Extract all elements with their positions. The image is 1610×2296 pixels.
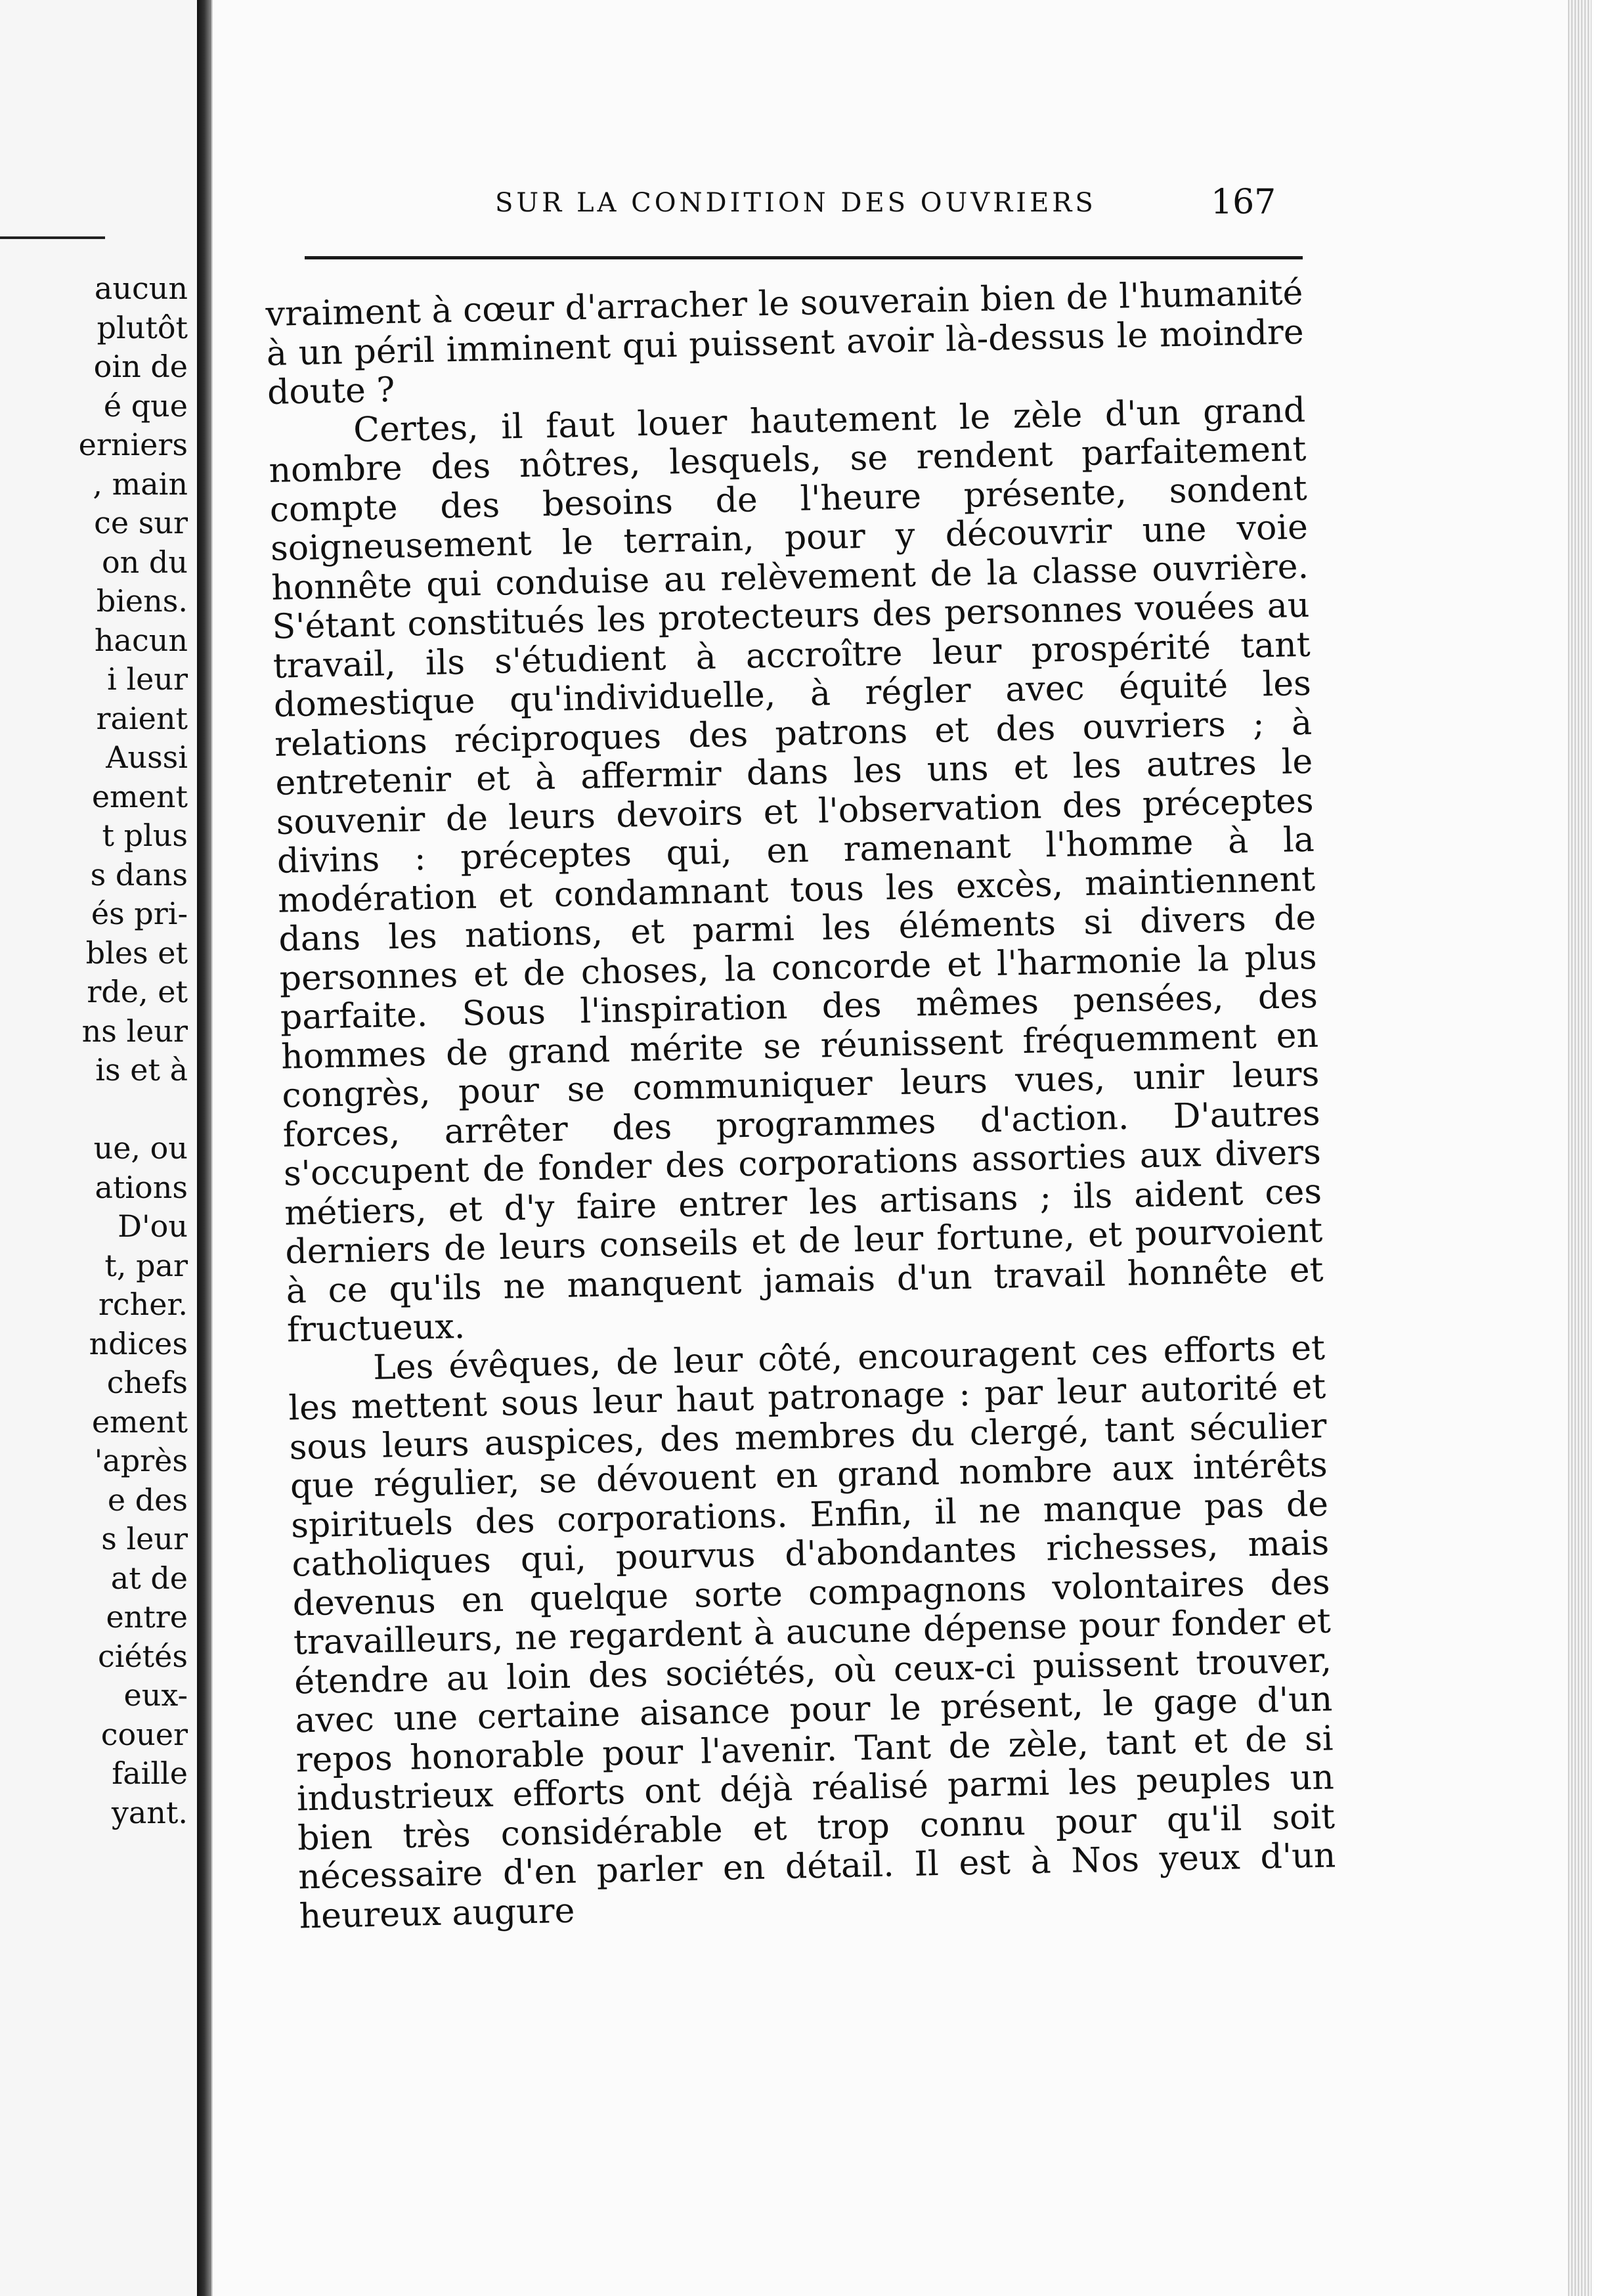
left-page-line: plutôt	[97, 309, 188, 345]
left-page-line: ement	[91, 778, 188, 814]
left-page-line: s dans	[90, 856, 188, 893]
left-page-line	[79, 1090, 188, 1130]
left-page-line: yant.	[111, 1794, 188, 1830]
left-page-line: on du	[101, 544, 188, 580]
left-page-line: rcher.	[98, 1287, 188, 1322]
left-page-fragment	[0, 0, 197, 2296]
paragraph: Les évêques, de leur côté, encouragent ces efforts et les mettent sous leur haut patronage : par leur autorité et sous leurs auspices, des membres du clergé, tant séculier que régulier, se dévouent en grand nombre aux intérêts spirituels des corporations. Enfin, il ne manque pas de catholiques qui, pourvus d'abondantes richesses, mais devenus en quelque sorte compagnons volontaires des travailleurs, ne regardent à aucune dépense pour fonder et étendre au loin des sociétés, où ceux-ci puissent trouver, avec une certaine aisance pour le présent, le gage d'un repos honorable pour l'avenir. Tant de zèle, tant et de si industrieux efforts ont déjà réalisé parmi les peuples un bien très considérable et trop connu pour qu'il soit nécessaire d'en parler en détail. Il est à Nos yeux d'un heureux augure	[288, 1328, 1336, 1936]
left-page-line: chefs	[106, 1365, 188, 1400]
paragraph-continued: vraiment à cœur d'arracher le souverain bien de l'humanité à un péril imminent qui puissent avoir là-dessus le moindre doute ?	[265, 273, 1305, 412]
left-page-line: és pri-	[91, 896, 188, 931]
left-page-line: bles et	[85, 935, 188, 971]
left-page-line: s leur	[101, 1521, 188, 1556]
paragraph: Certes, il faut louer hautement le zèle d'un grand nombre des nôtres, lesquels, se rendent parfaitement compte des besoins de l'heure présente, sondent soigneusement le terrain, pour y découvrir une voie honnête qui conduise au relèvement de la classe ouvrière. S'étant constitués les protecteurs des personnes vouées au travail, ils s'étudient à accroître leur prospérité tant domestique qu'individuelle, à régler avec équité les relations réciproques des patrons et des ouvriers ; à entretenir et à affermir dans les uns et les autres le souvenir de leurs devoirs et l'observation des préceptes divins : préceptes qui, en ramenant l'homme à la modération et condamnant tous les excès, maintiennent dans les nations, et parmi les éléments si divers de personnes et de choses, la concorde et l'harmonie la plus parfaite. Sous l'inspiration des mêmes pensées, des hommes de grand mérite se réunissent fréquemment en congrès, pour se communiquer leurs vues, unir leurs forces, arrêter des programmes d'action. D'autres s'occupent de fonder des corporations assorties aux divers métiers, et d'y faire entrer les artisans ; ils aident ces derniers de leurs conseils et de leur fortune, et pourvoient à ce qu'ils ne manquent jamais d'un travail honnête et fructueux.	[268, 390, 1324, 1350]
left-page-line: ciétés	[97, 1638, 188, 1674]
book-gutter	[197, 0, 211, 2296]
left-page-line: t plus	[102, 818, 188, 853]
left-page-line: eux-	[123, 1677, 188, 1713]
left-page-line: raient	[96, 700, 188, 736]
left-page-text	[79, 269, 188, 1832]
left-page-line: hacun	[94, 622, 188, 658]
left-page-line: é que	[103, 387, 188, 424]
left-page-line: at de	[110, 1560, 188, 1596]
left-page-line: ement	[91, 1403, 188, 1440]
left-page-line: ue, ou	[93, 1130, 188, 1166]
left-page-line: biens.	[96, 583, 188, 619]
page-number: 167	[1211, 183, 1276, 222]
left-page-line: aucun	[94, 271, 188, 306]
left-page-line: i leur	[107, 661, 188, 697]
left-page-line: 'après	[94, 1443, 188, 1478]
left-page-line: t, par	[104, 1247, 188, 1283]
page-edge	[1568, 0, 1592, 2296]
left-page-line: rde, et	[87, 974, 188, 1009]
right-page	[211, 0, 1592, 2296]
left-page-line: couer	[100, 1716, 188, 1752]
left-page-line: ns leur	[81, 1013, 188, 1049]
running-head: SUR LA CONDITION DES OUVRIERS	[495, 188, 1097, 218]
left-page-line: erniers	[78, 427, 188, 462]
left-page-line: oin de	[93, 349, 188, 384]
left-page-line: ations	[95, 1169, 188, 1205]
left-page-line: D'ou	[118, 1208, 188, 1244]
left-page-line: entre	[106, 1599, 188, 1635]
left-page-rule	[0, 236, 105, 239]
left-page-line: is et à	[95, 1052, 188, 1088]
body-text	[265, 274, 1337, 1937]
left-page-line: Aussi	[106, 740, 188, 775]
left-page-line: e des	[107, 1482, 188, 1518]
left-page-line: , main	[93, 466, 188, 502]
left-page-line: ndices	[89, 1325, 188, 1361]
left-page-line: faille	[112, 1755, 188, 1791]
header-rule	[305, 256, 1303, 259]
left-page-line: ce sur	[94, 505, 188, 541]
